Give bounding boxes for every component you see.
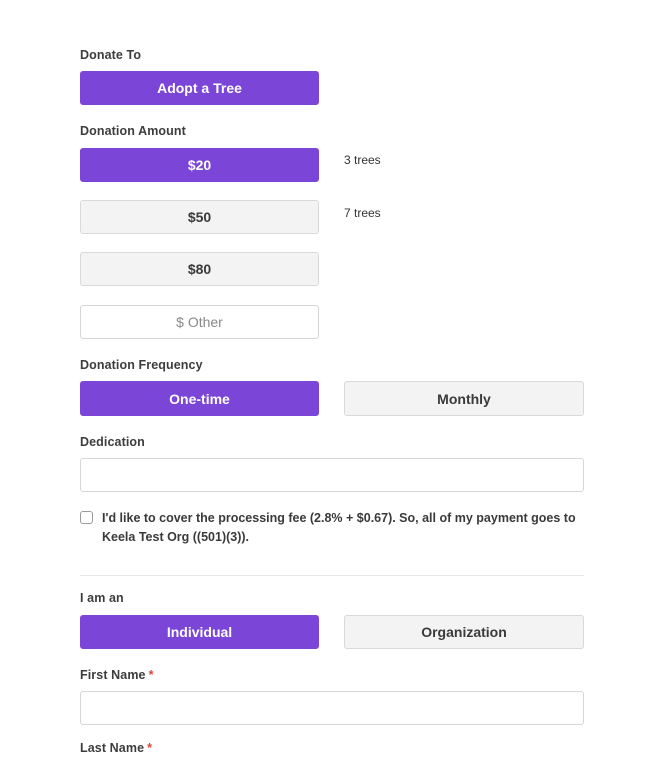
processing-fee-row[interactable] bbox=[80, 509, 584, 547]
donor-organization-button[interactable]: Organization bbox=[344, 615, 584, 649]
donation-amount-label: Donation Amount bbox=[80, 124, 186, 138]
frequency-monthly-button[interactable]: Monthly bbox=[344, 381, 584, 416]
amount-50-button[interactable]: $50 bbox=[80, 200, 319, 234]
donor-type-label: I am an bbox=[80, 591, 124, 605]
amount-80-button[interactable]: $80 bbox=[80, 252, 319, 286]
dedication-input[interactable] bbox=[80, 458, 584, 492]
amount-20-tree-note: 3 trees bbox=[344, 153, 381, 167]
frequency-one-time-button[interactable]: One-time bbox=[80, 381, 319, 416]
amount-50-tree-note: 7 trees bbox=[344, 206, 381, 220]
last-name-label bbox=[80, 741, 152, 755]
campaign-button[interactable]: Adopt a Tree bbox=[80, 71, 319, 105]
amount-20-button[interactable]: $20 bbox=[80, 148, 319, 182]
section-divider bbox=[80, 575, 584, 576]
other-amount-input[interactable] bbox=[80, 305, 319, 339]
last-name-label-text: Last Name bbox=[80, 741, 145, 755]
first-name-required-mark: * bbox=[148, 668, 154, 682]
dedication-label: Dedication bbox=[80, 435, 145, 449]
first-name-input[interactable] bbox=[80, 691, 584, 725]
donate-to-label: Donate To bbox=[80, 48, 142, 62]
processing-fee-checkbox[interactable] bbox=[80, 511, 93, 524]
first-name-label bbox=[80, 668, 154, 682]
donation-frequency-label: Donation Frequency bbox=[80, 358, 203, 372]
processing-fee-text: I'd like to cover the processing fee (2.8% + $0.67). So, all of my payment goes to Keela Test Org ((501)(3)). bbox=[102, 511, 576, 544]
donor-individual-button[interactable]: Individual bbox=[80, 615, 319, 649]
last-name-required-mark: * bbox=[147, 741, 153, 755]
first-name-label-text: First Name bbox=[80, 668, 146, 682]
